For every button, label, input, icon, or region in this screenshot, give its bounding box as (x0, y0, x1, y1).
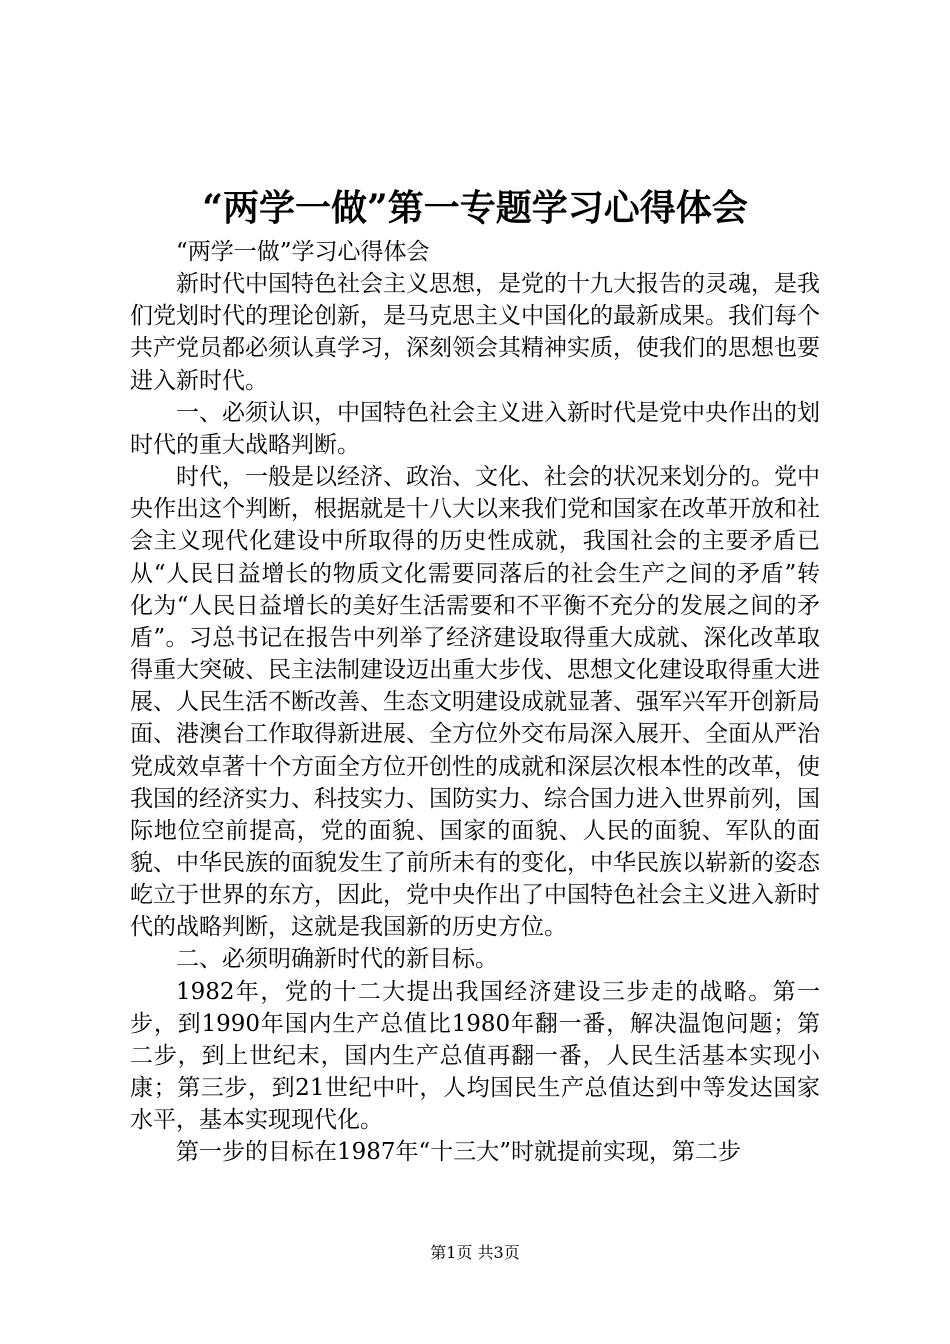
paragraph-intro: 新时代中国特色社会主义思想，是党的十九大报告的灵魂，是我们党划时代的理论创新，是马克思主义中国化的最新成果。我们每个共产党员都必须认真学习，深刻领会其精神实质，使我们的思想也要进入新时代。 (130, 271, 820, 394)
paragraph-three-steps: 1982年，党的十二大提出我国经济建设三步走的战略。第一步，到1990年国内生产总值比1980年翻一番，解决温饱问题；第二步，到上世纪末，国内生产总值再翻一番，人民生活基本实现小康；第三步，到21世纪中叶，人均国民生产总值达到中等发达国家水平，基本实现现代化。 (130, 978, 820, 1134)
paragraph-subtitle: “两学一做”学习心得体会 (176, 239, 430, 265)
document-body (130, 236, 820, 1169)
paragraph-era: 时代，一般是以经济、政治、文化、社会的状况来划分的。党中央作出这个判断，根据就是十八大以来我们党和国家在改革开放和社会主义现代化建设中所取得的历史性成就，我国社会的主要矛盾已从“人民日益增长的物质文化需要同落后的社会生产之间的矛盾”转化为“人民日益增长的美好生活需要和不平衡不充分的发展之间的矛盾”。习总书记在报告中列举了经济建设取得重大成就、深化改革取得重大突破、民主法制建设迈出重大步伐、思想文化建设取得重大进展、人民生活不断改善、生态文明建设成就显著、强军兴军开创新局面、港澳台工作取得新进展、全方位外交布局深入展开、全面从严治党成效卓著十个方面全方位开创性的成就和深层次根本性的改革，使我国的经济实力、科技实力、国防实力、综合国力进入世界前列，国际地位空前提高，党的面貌、国家的面貌、人民的面貌、军队的面貌、中华民族的面貌发生了前所未有的变化，中华民族以崭新的姿态屹立于世界的东方，因此，党中央作出了中国特色社会主义进入新时代的战略判断，这就是我国新的历史方位。 (130, 464, 820, 941)
page-number: 第1页 共3页 (430, 1243, 520, 1262)
paragraph-first-step: 第一步的目标在1987年“十三大”时就提前实现，第二步 (176, 1139, 742, 1166)
paragraph-heading-two: 二、必须明确新时代的新目标。 (176, 946, 498, 973)
document-title: “两学一做”第一专题学习心得体会 (202, 187, 748, 229)
paragraph-heading-one: 一、必须认识，中国特色社会主义进入新时代是党中央作出的划时代的重大战略判断。 (130, 399, 820, 458)
